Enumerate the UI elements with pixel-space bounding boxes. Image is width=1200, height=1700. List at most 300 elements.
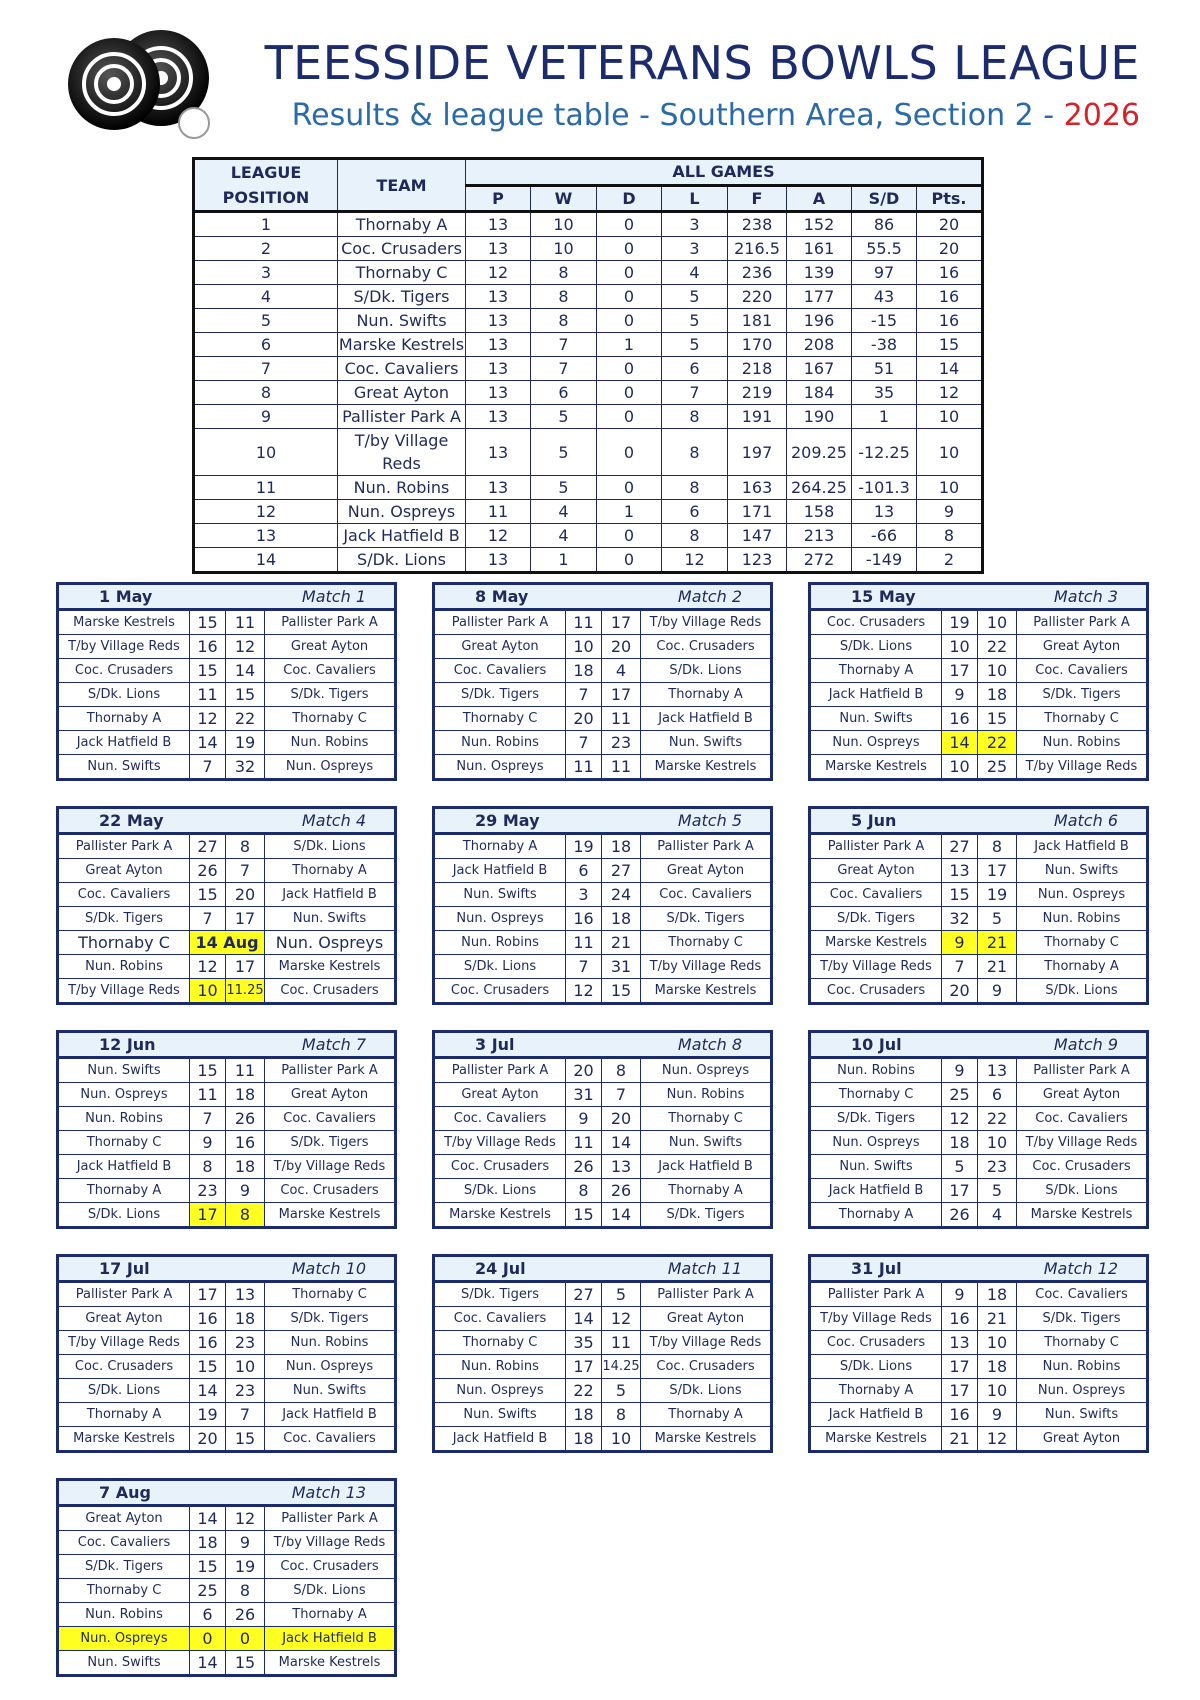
home-team: Nun. Robins [434, 1355, 566, 1379]
home-team: S/Dk. Lions [810, 635, 942, 659]
fixture-row [58, 1403, 396, 1427]
stat-cell: 8 [662, 524, 728, 548]
home-score: 17 [566, 1355, 602, 1379]
away-score: 18 [226, 1307, 265, 1331]
home-team: Nun. Ospreys [810, 1131, 942, 1155]
away-team: S/Dk. Tigers [265, 1131, 396, 1155]
home-team: Thornaby C [810, 1083, 942, 1107]
match-number: Match 10 [226, 1256, 396, 1282]
away-score: 21 [978, 931, 1017, 955]
match-header-row [58, 1256, 396, 1282]
fixture-row [810, 1203, 1148, 1228]
home-score: 17 [190, 1282, 226, 1307]
home-team: S/Dk. Tigers [810, 907, 942, 931]
away-team: Coc. Crusaders [265, 979, 396, 1004]
stat-cell: -15 [852, 309, 917, 333]
fixture-row [810, 1058, 1148, 1083]
page-subtitle [240, 98, 1140, 133]
home-score: 13 [942, 1331, 978, 1355]
stat-cell: 10 [917, 429, 983, 476]
away-team: Nun. Robins [265, 1331, 396, 1355]
home-team: S/Dk. Lions [58, 683, 190, 707]
away-score: 10 [978, 1331, 1017, 1355]
stat-cell: 5 [531, 476, 597, 500]
match-date: 3 Jul [434, 1032, 602, 1058]
position-cell: 6 [194, 333, 338, 357]
home-team: Nun. Swifts [58, 755, 190, 780]
away-team: Jack Hatfield B [1017, 834, 1148, 859]
away-score: 26 [226, 1603, 265, 1627]
match-date: 5 Jun [810, 808, 978, 834]
stat-cell: 9 [917, 500, 983, 524]
stat-cell: 0 [597, 548, 662, 573]
position-cell: 4 [194, 285, 338, 309]
home-score: 19 [566, 834, 602, 859]
away-team: S/Dk. Lions [641, 659, 772, 683]
away-score: 12 [226, 635, 265, 659]
team-cell: T/by Village Reds [338, 429, 466, 476]
stat-cell: 167 [787, 357, 852, 381]
fixture-row [58, 907, 396, 931]
away-score: 14 [602, 1203, 641, 1228]
home-team: Coc. Crusaders [810, 979, 942, 1004]
fixture-row [434, 731, 772, 755]
stat-cell: 197 [728, 429, 787, 476]
home-team: S/Dk. Lions [58, 1379, 190, 1403]
away-team: Thornaby A [641, 683, 772, 707]
col-header-sd: S/D [852, 185, 917, 212]
team-cell: Pallister Park A [338, 405, 466, 429]
home-team: Nun. Ospreys [434, 1379, 566, 1403]
fixture-row [58, 834, 396, 859]
away-score: 21 [978, 1307, 1017, 1331]
away-team: Nun. Ospreys [265, 1355, 396, 1379]
fixture-row [810, 1083, 1148, 1107]
stat-cell: 13 [852, 500, 917, 524]
away-score: 13 [978, 1058, 1017, 1083]
away-score: 7 [226, 859, 265, 883]
fixture-row [58, 1282, 396, 1307]
home-team: Thornaby C [58, 1131, 190, 1155]
team-cell: Nun. Ospreys [338, 500, 466, 524]
away-team: Marske Kestrels [1017, 1203, 1148, 1228]
home-score: 16 [190, 635, 226, 659]
home-team: Jack Hatfield B [434, 1427, 566, 1452]
home-score: 11 [566, 755, 602, 780]
home-team: S/Dk. Tigers [434, 1282, 566, 1307]
match-number: Match 8 [602, 1032, 772, 1058]
home-score: 20 [190, 1427, 226, 1452]
away-team: Thornaby A [1017, 955, 1148, 979]
home-team: Thornaby A [810, 659, 942, 683]
home-team: Nun. Ospreys [810, 731, 942, 755]
position-cell: 7 [194, 357, 338, 381]
fixture-row [434, 1131, 772, 1155]
match-number: Match 11 [602, 1256, 772, 1282]
home-score: 20 [942, 979, 978, 1004]
fixture-row [58, 1203, 396, 1228]
team-cell: Nun. Swifts [338, 309, 466, 333]
home-score: 20 [566, 1058, 602, 1083]
home-score: 11 [566, 610, 602, 635]
home-score: 9 [566, 1107, 602, 1131]
match-number: Match 3 [978, 584, 1148, 610]
league-row [194, 429, 983, 476]
team-cell: Nun. Robins [338, 476, 466, 500]
away-team: S/Dk. Lions [1017, 979, 1148, 1004]
away-team: S/Dk. Lions [1017, 1179, 1148, 1203]
stat-cell: -149 [852, 548, 917, 573]
stat-cell: 35 [852, 381, 917, 405]
home-team: T/by Village Reds [58, 1331, 190, 1355]
fixture-row [58, 635, 396, 659]
home-team: Jack Hatfield B [58, 1155, 190, 1179]
away-score: 10 [978, 659, 1017, 683]
away-team: Marske Kestrels [641, 755, 772, 780]
away-score: 24 [602, 883, 641, 907]
fixture-row [810, 755, 1148, 780]
away-score: 23 [226, 1379, 265, 1403]
home-team: Coc. Cavaliers [434, 1107, 566, 1131]
away-team: Coc. Crusaders [265, 1555, 396, 1579]
match-date: 17 Jul [58, 1256, 226, 1282]
home-score: 16 [942, 1403, 978, 1427]
stat-cell: 5 [531, 405, 597, 429]
away-team: Great Ayton [641, 1307, 772, 1331]
home-score: 32 [942, 907, 978, 931]
home-team: Thornaby A [58, 1403, 190, 1427]
fixture-row [434, 1307, 772, 1331]
home-team: Coc. Cavaliers [58, 883, 190, 907]
away-score: 9 [226, 1531, 265, 1555]
match-date: 1 May [58, 584, 226, 610]
stat-cell: 3 [662, 237, 728, 261]
home-score: 14 [566, 1307, 602, 1331]
away-score: 19 [226, 1555, 265, 1579]
away-team: S/Dk. Lions [265, 1579, 396, 1603]
home-score: 8 [566, 1179, 602, 1203]
away-score: 11 [602, 1331, 641, 1355]
stat-cell: 171 [728, 500, 787, 524]
fixture-row [58, 1083, 396, 1107]
fixture-row [434, 707, 772, 731]
away-team: Thornaby C [1017, 707, 1148, 731]
stat-cell: 8 [662, 476, 728, 500]
home-score: 5 [942, 1155, 978, 1179]
home-team: Pallister Park A [434, 610, 566, 635]
match-header-row [58, 1480, 396, 1506]
fixture-row [434, 979, 772, 1004]
stat-cell: 8 [917, 524, 983, 548]
home-score: 17 [942, 1379, 978, 1403]
match-date: 31 Jul [810, 1256, 978, 1282]
fixture-row [58, 1531, 396, 1555]
away-score: 16 [226, 1131, 265, 1155]
away-score: 15 [978, 707, 1017, 731]
away-score: 8 [978, 834, 1017, 859]
stat-cell: 12 [466, 261, 531, 285]
home-score: 20 [566, 707, 602, 731]
stat-cell: 4 [662, 261, 728, 285]
fixture-row [810, 635, 1148, 659]
away-score: 7 [602, 1083, 641, 1107]
fixture-row [810, 731, 1148, 755]
fixture-row [58, 1379, 396, 1403]
fixture-row [434, 1355, 772, 1379]
away-team: T/by Village Reds [265, 1531, 396, 1555]
home-score: 18 [566, 659, 602, 683]
fixture-row [810, 610, 1148, 635]
home-team: Thornaby A [434, 834, 566, 859]
away-team: Pallister Park A [1017, 1058, 1148, 1083]
match-table [808, 1254, 1149, 1453]
stat-cell: 13 [466, 476, 531, 500]
match-number: Match 13 [226, 1480, 396, 1506]
match-header-row [434, 1032, 772, 1058]
away-score: 8 [226, 1579, 265, 1603]
stat-cell: 1 [531, 548, 597, 573]
away-team: Coc. Crusaders [641, 635, 772, 659]
stat-cell: 13 [466, 405, 531, 429]
home-team: Marske Kestrels [58, 610, 190, 635]
home-score: 6 [566, 859, 602, 883]
stat-cell: 7 [531, 357, 597, 381]
stat-cell: 8 [531, 261, 597, 285]
fixture-row [58, 1579, 396, 1603]
match-date: 7 Aug [58, 1480, 226, 1506]
away-team: Coc. Cavaliers [265, 1427, 396, 1452]
away-score: 14.25 [602, 1355, 641, 1379]
home-team: T/by Village Reds [58, 979, 190, 1004]
position-cell: 3 [194, 261, 338, 285]
home-score: 7 [190, 907, 226, 931]
fixture-row [434, 883, 772, 907]
home-team: Thornaby C [58, 931, 190, 955]
home-score: 11 [190, 683, 226, 707]
stat-cell: 161 [787, 237, 852, 261]
away-team: Nun. Ospreys [1017, 1379, 1148, 1403]
stat-cell: 238 [728, 212, 787, 237]
league-table [192, 157, 984, 574]
home-score: 10 [942, 635, 978, 659]
stat-cell: 10 [531, 212, 597, 237]
home-score: 11 [566, 931, 602, 955]
away-score: 14 [602, 1131, 641, 1155]
fixture-row [58, 683, 396, 707]
stat-cell: -66 [852, 524, 917, 548]
stat-cell: 2 [917, 548, 983, 573]
away-team: Coc. Crusaders [641, 1355, 772, 1379]
stat-cell: 191 [728, 405, 787, 429]
away-team: Coc. Cavaliers [265, 1107, 396, 1131]
home-team: T/by Village Reds [58, 635, 190, 659]
home-team: Nun. Swifts [810, 707, 942, 731]
league-row [194, 261, 983, 285]
home-team: Nun. Ospreys [434, 907, 566, 931]
match-date: 10 Jul [810, 1032, 978, 1058]
fixture-row [58, 1331, 396, 1355]
away-score: 20 [226, 883, 265, 907]
position-header-line2: POSITION [222, 188, 310, 207]
home-team: Nun. Swifts [810, 1155, 942, 1179]
fixture-row [810, 1179, 1148, 1203]
home-team: Great Ayton [434, 1083, 566, 1107]
stat-cell: 12 [466, 524, 531, 548]
league-row [194, 476, 983, 500]
away-score: 15 [226, 683, 265, 707]
fixture-row [810, 1155, 1148, 1179]
league-row [194, 309, 983, 333]
home-team: S/Dk. Lions [434, 1179, 566, 1203]
home-team: Thornaby A [58, 1179, 190, 1203]
fixture-row [58, 955, 396, 979]
team-cell: Coc. Crusaders [338, 237, 466, 261]
home-score: 26 [566, 1155, 602, 1179]
home-score: 17 [190, 1203, 226, 1228]
away-score: 18 [226, 1155, 265, 1179]
away-team: S/Dk. Lions [265, 834, 396, 859]
home-score: 8 [190, 1155, 226, 1179]
match-date: 12 Jun [58, 1032, 226, 1058]
away-team: Nun. Robins [641, 1083, 772, 1107]
away-team: Nun. Robins [1017, 907, 1148, 931]
away-team: S/Dk. Tigers [1017, 683, 1148, 707]
match-header-row [810, 1256, 1148, 1282]
col-position-header [194, 159, 338, 212]
away-team: S/Dk. Lions [641, 1379, 772, 1403]
home-score: 16 [190, 1331, 226, 1355]
match-date: 8 May [434, 584, 602, 610]
home-team: Nun. Robins [810, 1058, 942, 1083]
stat-cell: 5 [531, 429, 597, 476]
fixture-row [434, 1427, 772, 1452]
away-score: 9 [978, 979, 1017, 1004]
home-team: Nun. Swifts [58, 1058, 190, 1083]
stat-cell: 1 [852, 405, 917, 429]
fixture-row [810, 683, 1148, 707]
away-team: T/by Village Reds [1017, 755, 1148, 780]
fixture-row [434, 1203, 772, 1228]
stat-cell: 10 [531, 237, 597, 261]
home-score: 10 [942, 755, 978, 780]
away-team: Nun. Swifts [265, 907, 396, 931]
page-title: TEESSIDE VETERANS BOWLS LEAGUE [264, 36, 1140, 90]
home-score: 16 [566, 907, 602, 931]
home-score: 10 [190, 979, 226, 1004]
away-team: T/by Village Reds [1017, 1131, 1148, 1155]
match-header-row [58, 1032, 396, 1058]
home-score: 25 [190, 1579, 226, 1603]
rearranged-date: 14 Aug [190, 931, 265, 955]
fixture-row [58, 1307, 396, 1331]
home-team: T/by Village Reds [434, 1131, 566, 1155]
stat-cell: 196 [787, 309, 852, 333]
fixture-row [434, 1331, 772, 1355]
stat-cell: 139 [787, 261, 852, 285]
fixture-row [810, 1379, 1148, 1403]
away-score: 4 [978, 1203, 1017, 1228]
away-score: 22 [226, 707, 265, 731]
away-score: 11 [602, 755, 641, 780]
stat-cell: 20 [917, 212, 983, 237]
league-row [194, 212, 983, 237]
home-score: 21 [942, 1427, 978, 1452]
position-cell: 11 [194, 476, 338, 500]
away-team: Marske Kestrels [265, 955, 396, 979]
home-team: Coc. Crusaders [434, 1155, 566, 1179]
fixture-row [434, 1403, 772, 1427]
stat-cell: 0 [597, 476, 662, 500]
away-score: 5 [978, 1179, 1017, 1203]
home-team: Jack Hatfield B [810, 1403, 942, 1427]
stat-cell: 86 [852, 212, 917, 237]
stat-cell: 7 [531, 333, 597, 357]
away-score: 20 [602, 1107, 641, 1131]
position-cell: 8 [194, 381, 338, 405]
match-number: Match 4 [226, 808, 396, 834]
fixture-row [58, 1651, 396, 1676]
away-score: 25 [978, 755, 1017, 780]
stat-cell: 14 [917, 357, 983, 381]
stat-cell: 0 [597, 309, 662, 333]
home-score: 7 [190, 755, 226, 780]
away-score: 9 [978, 1403, 1017, 1427]
match-date: 15 May [810, 584, 978, 610]
away-team: Great Ayton [641, 859, 772, 883]
away-team: Thornaby A [265, 859, 396, 883]
away-team: Pallister Park A [1017, 610, 1148, 635]
away-team: Great Ayton [1017, 1427, 1148, 1452]
stat-cell: 184 [787, 381, 852, 405]
home-score: 18 [566, 1403, 602, 1427]
stat-cell: 3 [662, 212, 728, 237]
home-team: Marske Kestrels [810, 931, 942, 955]
home-team: Coc. Cavaliers [434, 1307, 566, 1331]
away-score: 19 [978, 883, 1017, 907]
col-header-l: L [662, 185, 728, 212]
home-score: 14 [942, 731, 978, 755]
home-team: Great Ayton [58, 1307, 190, 1331]
away-team: S/Dk. Tigers [265, 1307, 396, 1331]
away-score: 15 [602, 979, 641, 1004]
team-cell: Thornaby C [338, 261, 466, 285]
home-score: 22 [566, 1379, 602, 1403]
stat-cell: 0 [597, 212, 662, 237]
away-score: 13 [602, 1155, 641, 1179]
home-team: Nun. Swifts [434, 1403, 566, 1427]
match-number: Match 6 [978, 808, 1148, 834]
home-team: Jack Hatfield B [434, 859, 566, 883]
stat-cell: 0 [597, 237, 662, 261]
match-date: 29 May [434, 808, 602, 834]
home-score: 27 [942, 834, 978, 859]
match-number: Match 12 [978, 1256, 1148, 1282]
stat-cell: 7 [662, 381, 728, 405]
fixture-row [58, 755, 396, 780]
away-score: 9 [226, 1179, 265, 1203]
fixture-row [58, 931, 396, 955]
away-score: 10 [978, 610, 1017, 635]
away-score: 6 [978, 1083, 1017, 1107]
home-score: 11 [190, 1083, 226, 1107]
home-score: 14 [190, 1506, 226, 1531]
home-team: Great Ayton [58, 859, 190, 883]
away-team: Great Ayton [265, 1083, 396, 1107]
home-team: Nun. Robins [434, 731, 566, 755]
fixture-row [58, 1058, 396, 1083]
home-score: 27 [190, 834, 226, 859]
away-team: Marske Kestrels [265, 1203, 396, 1228]
